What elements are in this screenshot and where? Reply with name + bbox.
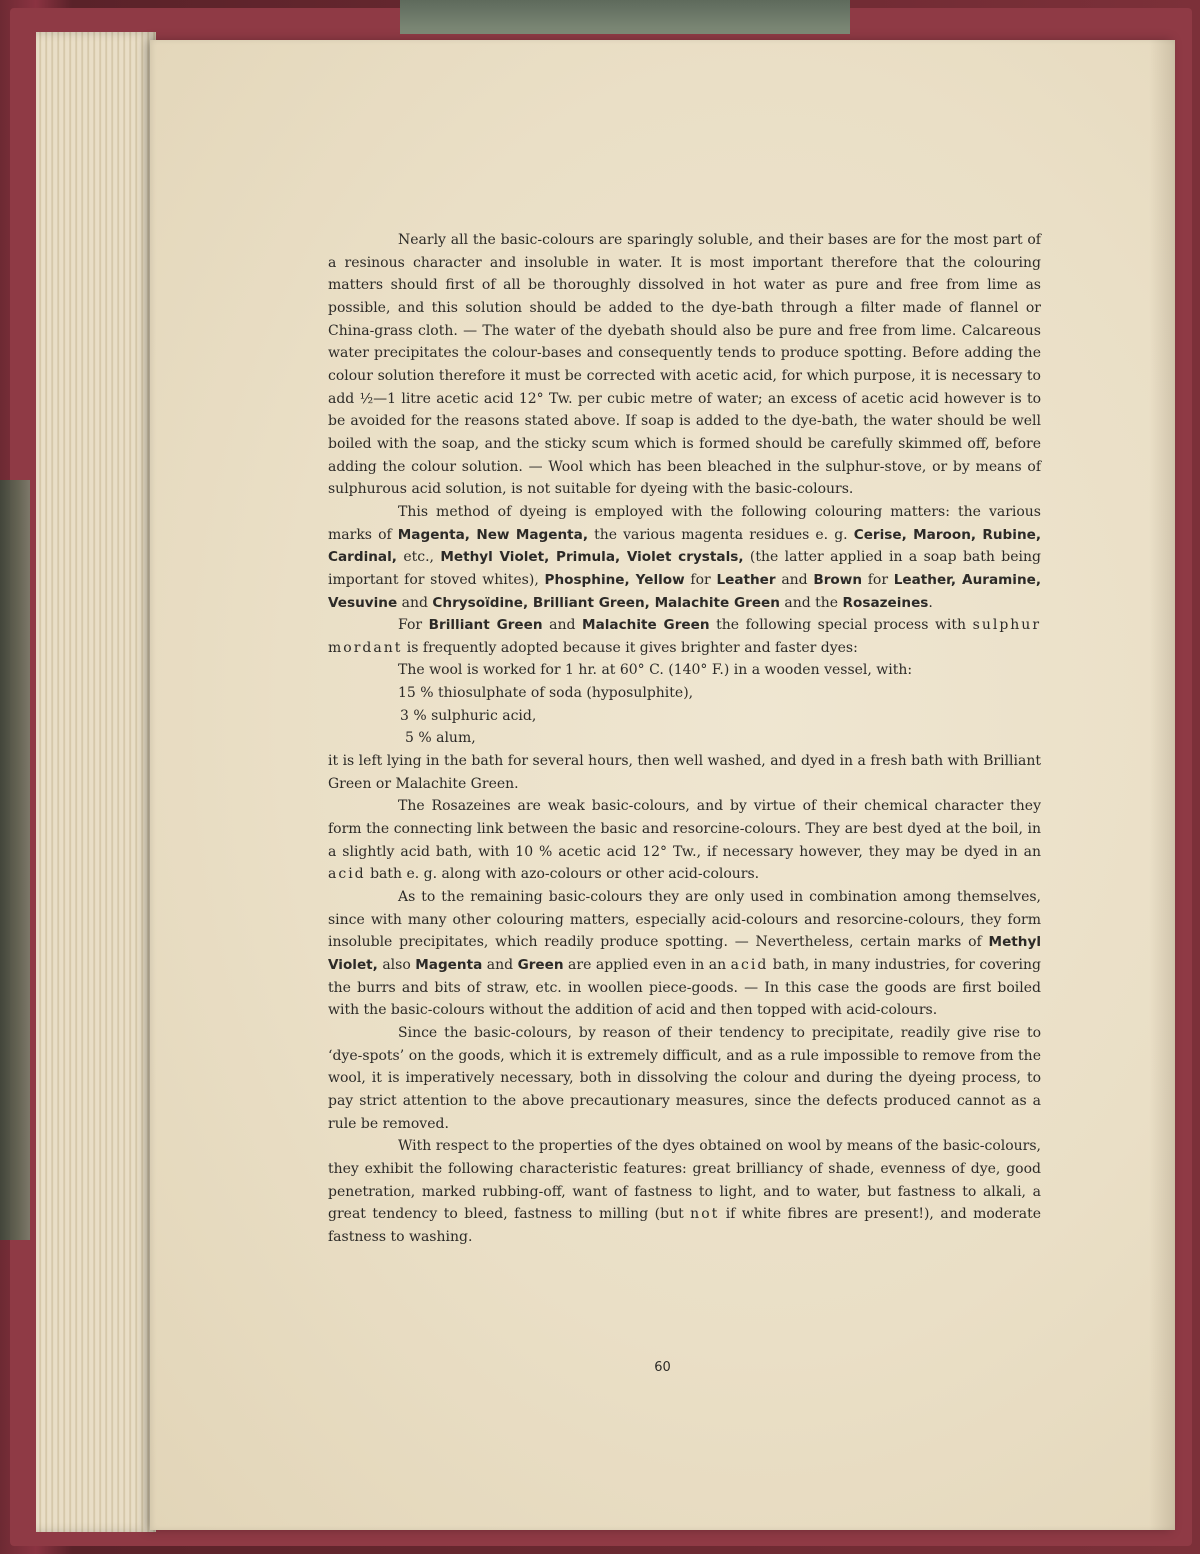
text-run: and xyxy=(542,617,583,634)
list-item-alum: 5 % alum, xyxy=(405,730,476,747)
text-run: bath e. g. along with azo-colours or other acid-colours. xyxy=(365,866,760,883)
page-edges xyxy=(36,32,156,1532)
text-run: etc., xyxy=(396,549,441,566)
text-run: also xyxy=(377,957,416,973)
dye-name: Chrysoïdine, Brilliant Green, Malachite Green xyxy=(432,594,780,611)
paragraph-dye-spots: Since the basic-colours, by reason of their tendency to precipitate, readily give rise to ‘dye-spots’ on the goods, which it is extremely difficult, and as a rule impossible to remove from the wool, it is imperatively necessary, both in dissolving the colour and during the dyeing process, to pay strict attention to the above precautionary measures, since the defects produced cannot as a rule be removed. xyxy=(328,1024,1041,1132)
text-run: for xyxy=(684,571,717,588)
spaced-term: not xyxy=(690,1206,720,1223)
page-number: 60 xyxy=(654,1360,671,1375)
paragraph-wool-process: The wool is worked for 1 hr. at 60° C. (140° F.) in a wooden vessel, with: xyxy=(398,662,913,679)
spine-binding xyxy=(0,480,30,1240)
text-run: for xyxy=(862,571,894,588)
text-run: and the xyxy=(779,594,843,611)
paragraph-dyeing-method xyxy=(328,501,1041,614)
dye-name: Brown xyxy=(813,571,862,588)
dye-name: Brilliant Green xyxy=(428,617,543,634)
text-run: For xyxy=(398,617,429,634)
list-item-sulphuric-acid: 3 % sulphuric acid, xyxy=(400,707,537,724)
paragraph-basic-colours-solubility: Nearly all the basic-colours are sparingly soluble, and their bases are for the most part of a resinous character and insoluble in water. It is most important therefore that the colouring matters should first of all be thoroughly dissolved in hot water as pure and free from lime as possible, and this solution should be added to the dye-bath through a filter made of flannel or China-grass cloth. — The water of the dyebath should also be pure and free from lime. Calcareous water precipitates the colour-bases and consequently tends to produce spotting. Before adding the colour solution therefore it must be corrected with acetic acid, for which purpose, it is necessary to add ½—1 litre acetic acid 12° Tw. per cubic metre of water; an excess of acetic acid however is to be avoided for the reasons stated above. If soap is added to the dye-bath, the water should be well boiled with the soap, and the sticky scum which is formed should be carefully skimmed off, before adding the colour solution. — Wool which has been bleached in the sulphur-stove, or by means of sulphurous acid solution, is not suitable for dyeing with the basic-colours. xyxy=(328,232,1041,498)
dye-name: Cerise, Maroon, Rubine, Cardinal, xyxy=(328,526,1042,566)
text-run: is frequently adopted because it gives brighter and faster dyes: xyxy=(402,639,858,656)
dye-name: Green xyxy=(517,957,564,973)
dye-name: Methyl Violet, xyxy=(328,934,1041,973)
text-run: (the latter applied in a soap bath being important for stoved whites), xyxy=(328,549,1041,588)
text-run: The Rosazeines are weak basic-colours, and by virtue of their chemical character they form the connecting link between the basic and resorcine-colours. They are best dyed at the boil, in a slightly acid bath, with 10 % acetic acid 12° Tw., if necessary however, they may be dyed in an xyxy=(328,798,1041,860)
spaced-term: acid xyxy=(328,866,366,883)
dye-name: Methyl Violet, Primula, Violet crystals, xyxy=(440,549,744,566)
text-run: are applied even in an xyxy=(563,957,731,973)
top-binding-strip xyxy=(400,0,850,34)
body-text xyxy=(328,229,1041,1249)
text-run: bath, in many industries, for covering the burrs and bits of straw, etc. in woollen piece-goods. — In this case the goods are first boiled with the basic-colours without the addition of acid and then topped with acid-colours. xyxy=(328,957,1041,1019)
dye-name: Leather xyxy=(716,571,776,588)
dye-name: Phosphine, Yellow xyxy=(544,571,685,588)
text-run: and xyxy=(482,957,518,973)
paragraph-remaining-basic-colours xyxy=(328,886,1041,1022)
text-run: This method of dyeing is employed with the following colouring matters: the various marks of xyxy=(328,503,1041,543)
text-run: if white fibres are present!), and moderate fastness to washing. xyxy=(328,1206,1041,1245)
dye-name: Magenta, New Magenta, xyxy=(397,526,589,543)
dye-name: Magenta xyxy=(415,957,483,973)
book-page xyxy=(150,40,1175,1530)
spaced-term: sulphur mordant xyxy=(328,617,1042,656)
spaced-term: acid xyxy=(730,957,769,973)
dye-name: Malachite Green xyxy=(582,617,710,634)
paragraph-rosazeines xyxy=(328,795,1041,886)
paragraph-washed-dyed: it is left lying in the bath for several hours, then well washed, and dyed in a fresh bath with Brilliant Green or Malachite Green. xyxy=(328,753,1041,792)
text-run: . xyxy=(928,594,933,611)
text-run: the following special process with xyxy=(709,617,973,634)
text-run: and xyxy=(775,571,814,588)
paragraph-dye-properties xyxy=(328,1135,1041,1248)
dye-name: Rosazeines xyxy=(842,594,929,611)
paragraph-sulphur-mordant xyxy=(328,614,1041,659)
text-run: the various magenta residues e. g. xyxy=(588,526,854,543)
list-item-thiosulphate: 15 % thiosulphate of soda (hyposulphite), xyxy=(398,685,694,702)
page-shadow xyxy=(1149,40,1175,1530)
dye-name: Leather, Auramine, Vesuvine xyxy=(328,571,1042,611)
text-run: and xyxy=(397,594,433,611)
text-run: As to the remaining basic-colours they are only used in combination among themselves, since with many other colouring matters, especially acid-colours and resorcine-colours, they form insoluble precipitates, which readily produce spotting. — Nevertheless, certain marks of xyxy=(328,889,1041,951)
text-run: With respect to the properties of the dyes obtained on wool by means of the basic-colours, they exhibit the following characteristic features: great brilliancy of shade, evenness of dye, good penetration, marked rubbing-off, want of fastness to light, and to water, but fastness to alkali, a great tendency to bleed, fastness to milling (but xyxy=(328,1138,1041,1223)
